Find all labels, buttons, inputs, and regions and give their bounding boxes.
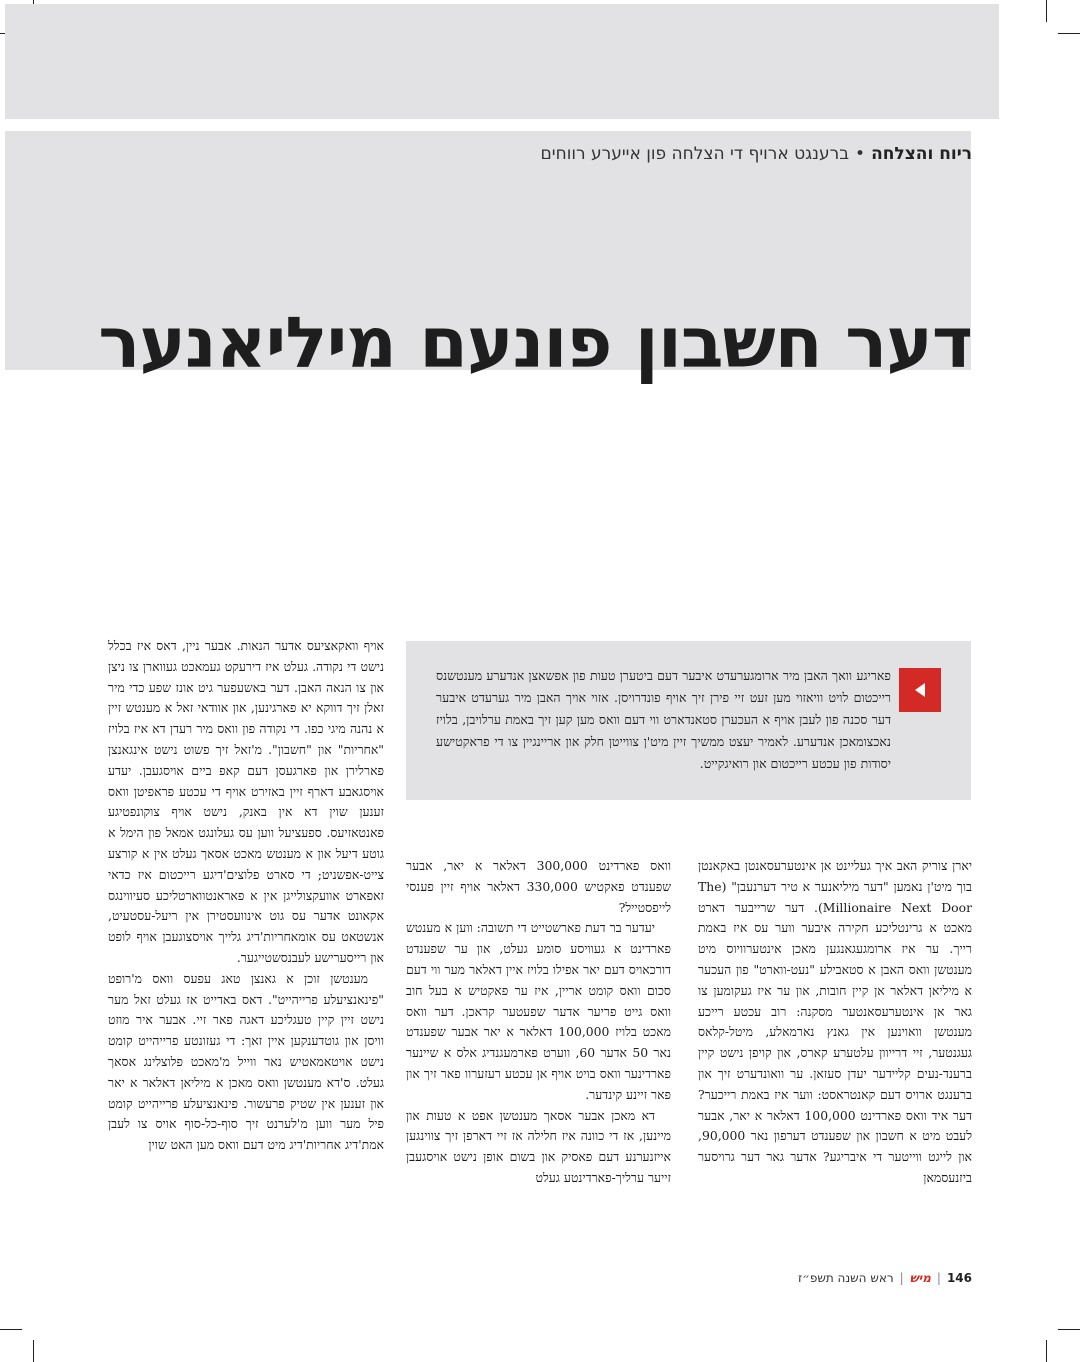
column-middle (406, 856, 671, 1189)
paragraph: אויף וואקאציעס אדער הנאות. אבער ניין, דאס איז בכלל נישט די נקודה. געלט איז דירעקט געמאכט געווארן צו ניצן און צו הנאה האבן. דער באשעפער גיט אונז שפע כדי מיר זאלן זיך דווקא יא פארגינען, און אוודאי זאל א מענטש זיין א נהנה מיגי כפו. די נקודה פון וואס מיר רעדן דא איז בלויז "אחריות" און "חשבון". מ'זאל זיך פשוט נישט אינגאנצן פארלירן און פארגעסן דעם קאפ ביים אויסגעבן. יעדע אויסגאבע דארף זיין באזירט אויף די עכטע פראפיטן וואס זענען שוין דא אין באנק, נישט אויף צוקונפטיגע פאנטאזיעס. ספעציעל ווען עס געלונגט אמאל פון הימל א גוטע דיעל און א מענטש מאכט אסאך געלט אין א קורצע צייט-אפשניט; די סארט פלוצים'דיגע רייכטום איז כדאי זאפארט אוועקצולייגן אין א פאראנטווארטליכע סעיווינגס אקאונט אדער עס גוט אינוועסטירן אין ריעל-עסטעיט, אנשטאט עס אומאחריות'דיג גלייך אויסצוגעבן אויף לופט און רייסערישע לעבנסשטייגער. (108, 638, 384, 965)
paragraph: מענטשן זוכן א גאנצן טאג עפעס וואס מ'רופט "פינאנציעלע פרייהייט". דאס באדייט אז געלט זאל מער נישט זיין קיין טעגליכע דאגה פאר זיי. אבער איר מוזט וויסן און גוטדענקען איין זאך: די געזונטע פרייהייט קומט נישט אויטאמאטיש נאר ווייל מ'מאכט פלוצלינג אסאך געלט. ס'דא מענטשן וואס מאכן א מיליאן דאלאר א יאר און זענען אין שטיק פרעשור. פינאנציעלע פרייהייט קומט פיל מער ווען מ'לערנט זיך סוף-כל-סוף אויס צו לעבן אמת'דיג אחריות'דיג מיט דעם וואס מען האט שוין (108, 970, 384, 1153)
intro-text (436, 665, 891, 775)
crop-mark (1058, 1329, 1080, 1330)
column-right (698, 856, 972, 1189)
section-bullet: • (855, 144, 866, 164)
issue-name: ראש השנה תשפ״ז (797, 1271, 894, 1285)
magazine-logo: מיש (909, 1271, 931, 1285)
section-name: ריוח והצלחה (871, 144, 972, 164)
footer-separator: | (899, 1271, 904, 1285)
page-footer (798, 1271, 972, 1285)
crop-mark (0, 1329, 22, 1330)
footer-separator: | (936, 1271, 941, 1285)
page-number: 146 (946, 1271, 972, 1285)
crop-mark (1046, 0, 1047, 22)
crop-mark (33, 1340, 34, 1362)
red-play-left-icon (899, 668, 941, 712)
paragraph: יעדער בר דעת פארשטייט די תשובה: ווען א מענטש פארדינט א געוויסע סומע געלט, און ער שפענדט דורכאויס דעם יאר אפילו בלויז איין דאלאר מער ווי דעם סכום וואס קומט אריין, איז ער פאקטיש א בעל חוב וואס גייט פריער אדער שפעטער קראכן. דער וואס מאכט בלויז 100,000 דאלאר א יאר אבער שפענדט נאר 50 אדער 60, ווערט פארמעגנדיג אלס א שיינער פארדינער וואס בויט אויף אן עכטע רעזערוו פאר זיך און פאר זיינע קינדער. (406, 920, 671, 1102)
section-subtitle: ברענגט ארויף די הצלחה פון אייערע רווחים (540, 144, 850, 164)
article-headline: דער חשבון פונעם מיליאנער (98, 302, 972, 384)
intro-box (406, 641, 971, 800)
paragraph: וואס פארדינט 300,000 דאלאר א יאר, אבער שפענדט פאקטיש 330,000 דאלאר אויף זיין פענסי לייפסטייל? (406, 858, 671, 915)
top-gray-band (5, 4, 999, 119)
crop-mark (1046, 1340, 1047, 1362)
crop-mark (1058, 33, 1080, 34)
intro-paragraph: פאריגע וואך האבן מיר ארומגערעדט איבער דעם ביטערן טעות פון אפשאצן אנדערע מענטשנס רייכטום לויט וויאזוי מען זעט זיי פירן זיך אויף פונדרויסן. אזוי אויך האבן מיר גערעדט איבער דער סכנה פון לעבן אויף א העכערן סטאנדארט ווי דעם וואס מען קען זיך באמת ערלויבן, בלויז נאכצומאכן אנדערע. לאמיר יעצט ממשיך זיין מיט'ן צווייטן חלק און אריינגיין צו די פראקטישע יסודות פון עכטע רייכטום און רואיגקייט. (436, 668, 891, 771)
paragraph: דא מאכן אבער אסאך מענטשן אפט א טעות און מיינען, אז די כוונה איז חלילה אז זיי דארפן זיך צווינגען אייזנערנע דעם פאסיק און בשום אופן נישט אויסגעבן זייער ערליך-פארדינטע געלט (406, 1107, 671, 1185)
section-header (541, 144, 972, 164)
paragraph: יארן צוריק האב איך געליינט אן אינטערעסאנטן באקאנטן בוך מיט'ן נאמען "דער מיליאנער א טיר דערנעבן" (The Millionaire Next Door). דער שרייבער דארט מאכט א גרינטליכע חקירה איבער ווער עס איז באמת רייך. ער איז ארומגעגאנגען מאכן אינטערוויוס מיט מענטשן וואס האבן א סטאבילע "נעט-ווארט" פון העכער א מיליאן דאלאר אן קיין חובות, און ער איז געקומען צו גאר אן אינטערעסאנטער מסקנה: רוב עכטע רייכע מענטשן וואוינען אין גאנץ נארמאלע, מיטל-קלאס געגנטער, זיי דרייוון עלטערע קארס, און קויפן נישט קיין ברענד-נעים קליידער יעדן סעזאן. ער וואונדערט זיך און ברענגט ארויס דעם קאנטראסט: ווער איז באמת רייכער? דער איד וואס פארדינט 100,000 דאלאר א יאר, אבער לעבט מיט א חשבון און שפענדט דערפון נאר 90,000, און לייגט ווייטער די איבריגע? אדער גאר דער גרויסער ביזנעסמאן (698, 858, 972, 1185)
column-left (108, 636, 384, 1156)
